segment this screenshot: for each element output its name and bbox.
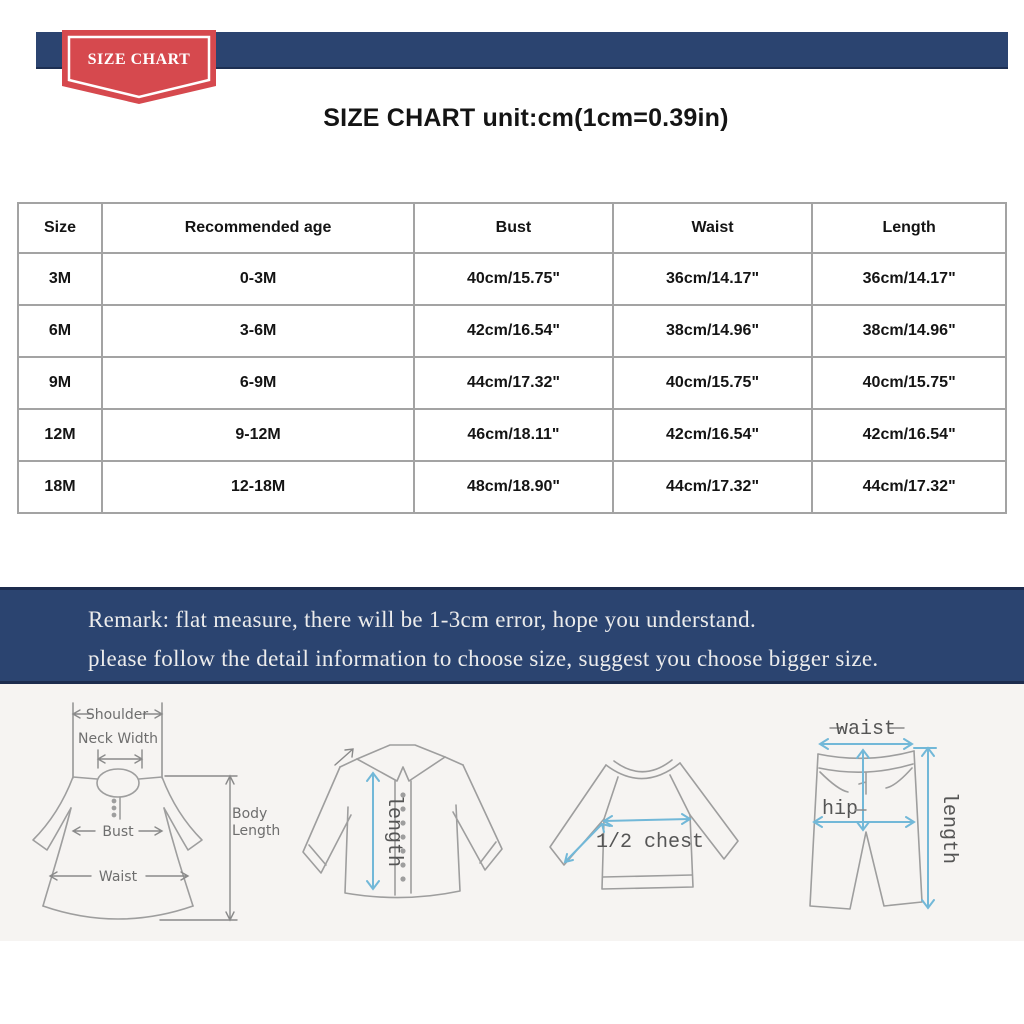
cell-size: 6M	[18, 305, 102, 357]
cell-waist: 40cm/15.75"	[613, 357, 813, 409]
neck-width-arrow	[98, 750, 142, 768]
cell-length: 40cm/15.75"	[812, 357, 1006, 409]
pants-drawing	[810, 751, 922, 909]
body-length-label: Length	[232, 823, 281, 839]
cell-size: 18M	[18, 461, 102, 513]
remark-line-1: Remark: flat measure, there will be 1-3cm error, hope you understand.	[88, 607, 757, 632]
top-diagram	[540, 747, 795, 897]
pants-waist-label: waist	[835, 718, 897, 741]
cell-bust: 42cm/16.54"	[414, 305, 613, 357]
cell-size: 12M	[18, 409, 102, 461]
cell-bust: 46cm/18.11"	[414, 409, 613, 461]
table-row	[18, 253, 1006, 305]
cell-age: 12-18M	[102, 461, 414, 513]
table-row	[18, 461, 1006, 513]
cell-waist: 42cm/16.54"	[613, 409, 813, 461]
cell-age: 9-12M	[102, 409, 414, 461]
waist-label: Waist	[98, 869, 138, 885]
header-length: Length	[812, 203, 1006, 253]
body-length-label: Body	[232, 806, 268, 822]
table-row	[18, 409, 1006, 461]
header-bust: Bust	[414, 203, 613, 253]
cell-waist: 44cm/17.32"	[613, 461, 813, 513]
neck-width-label: Neck Width	[77, 731, 159, 747]
cell-waist: 36cm/14.17"	[613, 253, 813, 305]
ribbon-label: SIZE CHART	[87, 51, 191, 68]
bust-label: Bust	[102, 824, 134, 840]
shirt-diagram	[295, 737, 520, 912]
cell-length: 44cm/17.32"	[812, 461, 1006, 513]
header-banner	[36, 28, 1008, 112]
length-label: length	[382, 794, 405, 868]
table-header-row	[18, 203, 1006, 253]
cell-size: 3M	[18, 253, 102, 305]
cell-length: 42cm/16.54"	[812, 409, 1006, 461]
dress-drawing	[33, 769, 202, 919]
length-arrow	[367, 773, 379, 889]
cell-bust: 48cm/18.90"	[414, 461, 613, 513]
pants-diagram	[800, 698, 1015, 933]
cell-length: 38cm/14.96"	[812, 305, 1006, 357]
cell-bust: 44cm/17.32"	[414, 357, 613, 409]
table-row	[18, 357, 1006, 409]
cell-size: 9M	[18, 357, 102, 409]
header-size: Size	[18, 203, 102, 253]
header-waist: Waist	[613, 203, 813, 253]
cell-length: 36cm/14.17"	[812, 253, 1006, 305]
remark-banner	[0, 587, 1024, 684]
table-row	[18, 305, 1006, 357]
page-title: SIZE CHART unit:cm(1cm=0.39in)	[323, 104, 729, 132]
half-chest-label: 1/2 chest	[595, 831, 705, 854]
hip-label: hip	[821, 798, 859, 821]
size-table	[17, 202, 1007, 514]
cell-age: 0-3M	[102, 253, 414, 305]
dress-diagram	[25, 698, 285, 943]
cell-age: 6-9M	[102, 357, 414, 409]
remark-line-2: please follow the detail information to choose size, suggest you choose bigger size.	[88, 646, 879, 671]
shoulder-label: Shoulder	[85, 707, 149, 723]
pants-length-label: length	[937, 791, 960, 865]
cell-bust: 40cm/15.75"	[414, 253, 613, 305]
cell-age: 3-6M	[102, 305, 414, 357]
cell-waist: 38cm/14.96"	[613, 305, 813, 357]
top-drawing	[550, 760, 738, 889]
header-recommended-age: Recommended age	[102, 203, 414, 253]
rise-arrow	[857, 750, 869, 830]
